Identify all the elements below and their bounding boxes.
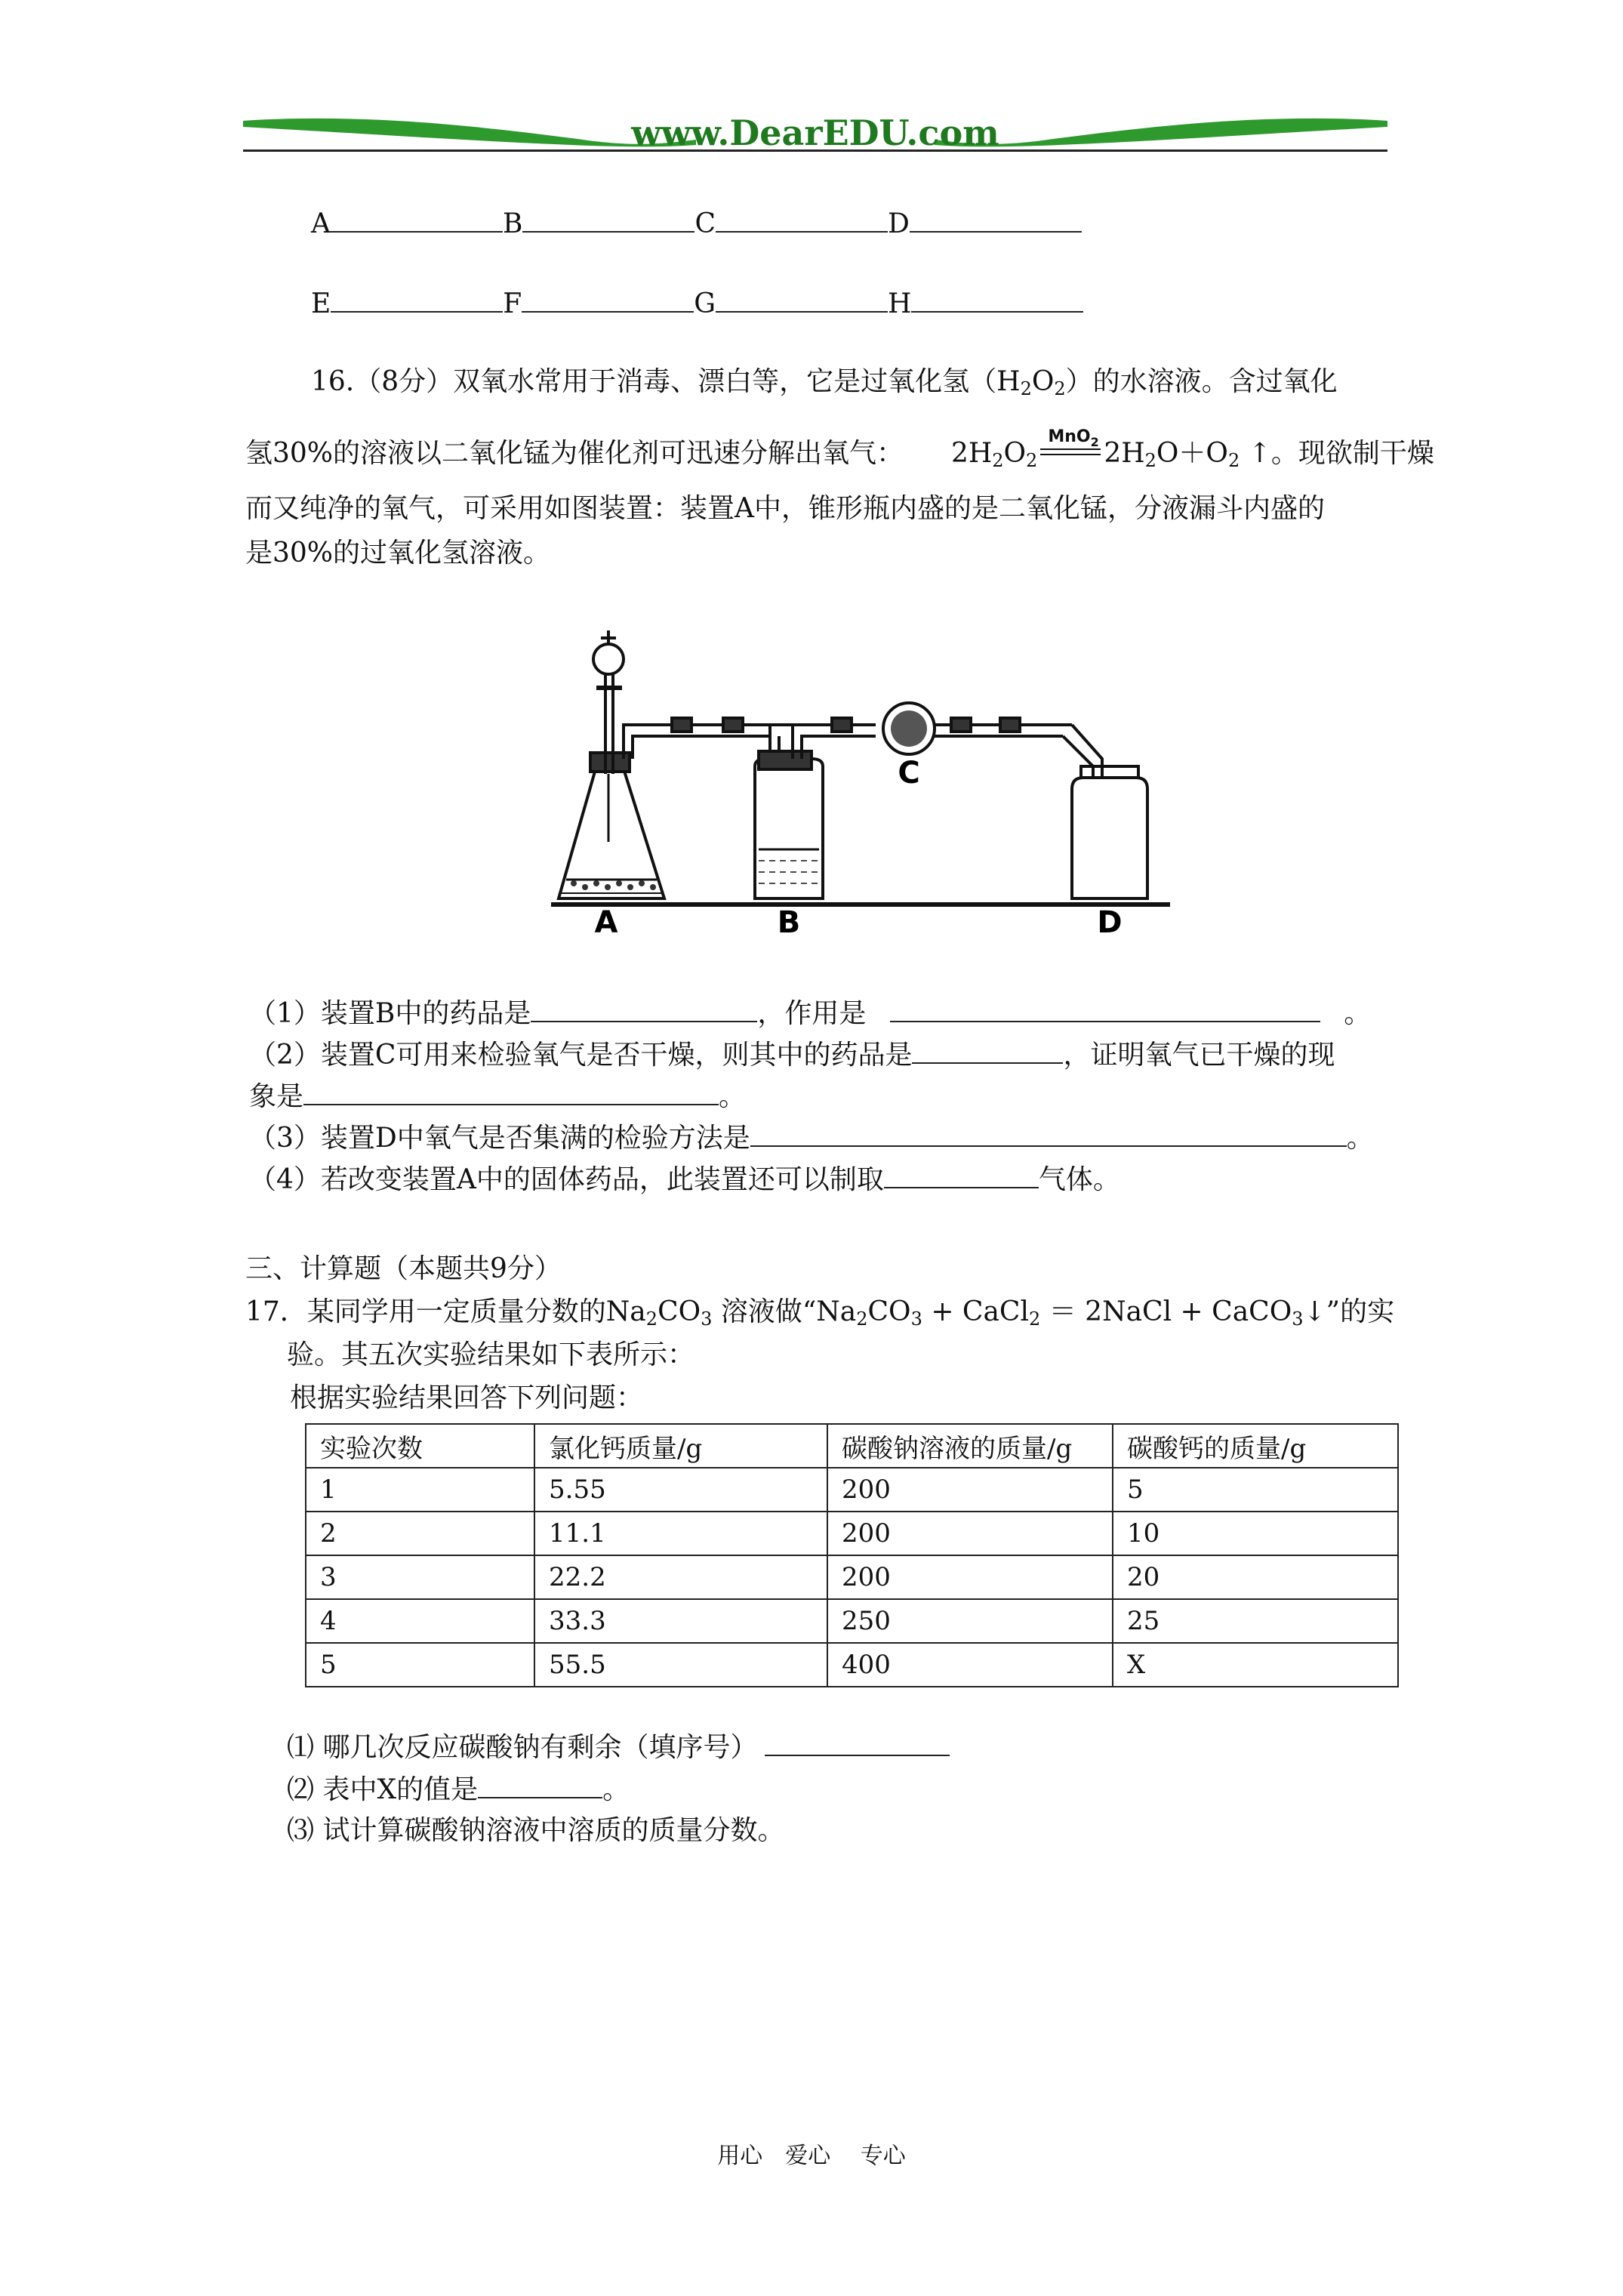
q17-line-3: 根据实验结果回答下列问题：: [290, 1382, 644, 1413]
table-row: [306, 1599, 1398, 1643]
table-row: [306, 1512, 1398, 1555]
q16-sub-1: （1）装置B中的药品是 ，作用是 。: [249, 995, 1371, 1031]
table-cell: 4: [306, 1599, 534, 1643]
label-a: A: [594, 905, 618, 940]
table-header-cell: 碳酸钠溶液的质量/g: [827, 1424, 1113, 1468]
table-header-cell: 实验次数: [306, 1424, 534, 1468]
q17-sub-3: ⑶ 试计算碳酸钠溶液中溶质的质量分数。: [287, 1815, 785, 1846]
table-header-cell: 碳酸钙的质量/g: [1113, 1424, 1398, 1468]
table-cell: 5: [1113, 1468, 1398, 1512]
table-header-cell: 氯化钙质量/g: [534, 1424, 827, 1468]
blanks-row-1: A B C D: [311, 205, 1082, 242]
table-row: [306, 1468, 1398, 1512]
table-cell: 1: [306, 1468, 534, 1512]
q16-line-4: 是30%的过氧化氢溶液。: [245, 538, 551, 569]
table-cell: 55.5: [534, 1643, 827, 1687]
table-cell: 11.1: [534, 1512, 827, 1555]
table-cell: 25: [1113, 1599, 1398, 1643]
q17-line-1: 17．某同学用一定质量分数的$Na_2CO_3$ 溶液做“$Na_2CO_3$ + CaCl$_2$ ＝ 2NaCl + CaCO$_3$↓”的实: [245, 1296, 1395, 1330]
results-table: [305, 1423, 1399, 1687]
label-d: D: [1097, 905, 1123, 940]
page-footer: 用心 爱心 专心: [717, 2143, 906, 2169]
q16-sub-3: （3）装置D中氧气是否集满的检验方法是 。: [249, 1120, 1374, 1156]
q16-sub-2: （2）装置C可用来检验氧气是否干燥，则其中的药品是 ，证明氧气已干燥的现: [249, 1037, 1335, 1073]
site-logo-text: www.DearEDU.com: [631, 112, 999, 153]
apparatus-diagram: [544, 615, 1170, 951]
reaction-equation: $2H_2O_2$ MnO$_2$ $2H_2O+O_2$: [950, 427, 1240, 471]
table-row: [306, 1643, 1398, 1687]
q16-line-2: 氢30%的溶液以二氧化锰为催化剂可迅速分解出氧气： $2H_2O_2$ MnO$_2$ $2H_2O+O_2$ ↑。现欲制干燥: [245, 427, 1434, 471]
table-cell: 2: [306, 1512, 534, 1555]
table-cell: 3: [306, 1555, 534, 1599]
table-header-row: [306, 1424, 1398, 1468]
section-3-heading: 三、计算题（本题共9分）: [245, 1253, 562, 1284]
table-cell: 250: [827, 1599, 1113, 1643]
header-rule: [243, 149, 1387, 152]
q16-line-3: 而又纯净的氧气，可采用如图装置：装置A中，锥形瓶内盛的是二氧化锰，分液漏斗内盛的: [245, 493, 1325, 524]
table-cell: 400: [827, 1643, 1113, 1687]
table-cell: 33.3: [534, 1599, 827, 1643]
blanks-row-2: E F G H: [311, 285, 1083, 322]
q17-sub-1: ⑴ 哪几次反应碳酸钠有剩余（填序号）: [287, 1729, 950, 1765]
table-cell: 200: [827, 1512, 1113, 1555]
table-cell: 20: [1113, 1555, 1398, 1599]
q16-sub-2-cont: 象是 。: [249, 1078, 746, 1114]
label-c: C: [898, 756, 920, 791]
q16-line-1: 16.（8分）双氧水常用于消毒、漂白等，它是过氧化氢$(H_2O_2)$的水溶液。含过氧化: [311, 366, 1338, 399]
table-cell: 5.55: [534, 1468, 827, 1512]
table-cell: 5: [306, 1643, 534, 1687]
q16-sub-4: （4）若改变装置A中的固体药品，此装置还可以制取 气体。: [249, 1161, 1120, 1197]
q17-line-2: 验。其五次实验结果如下表所示：: [287, 1339, 695, 1370]
label-b: B: [777, 905, 801, 940]
table-cell: 22.2: [534, 1555, 827, 1599]
table-cell: X: [1113, 1643, 1398, 1687]
table-cell: 200: [827, 1468, 1113, 1512]
table-cell: 10: [1113, 1512, 1398, 1555]
table-cell: 200: [827, 1555, 1113, 1599]
table-row: [306, 1555, 1398, 1599]
q17-sub-2: ⑵ 表中X的值是 。: [287, 1771, 630, 1808]
